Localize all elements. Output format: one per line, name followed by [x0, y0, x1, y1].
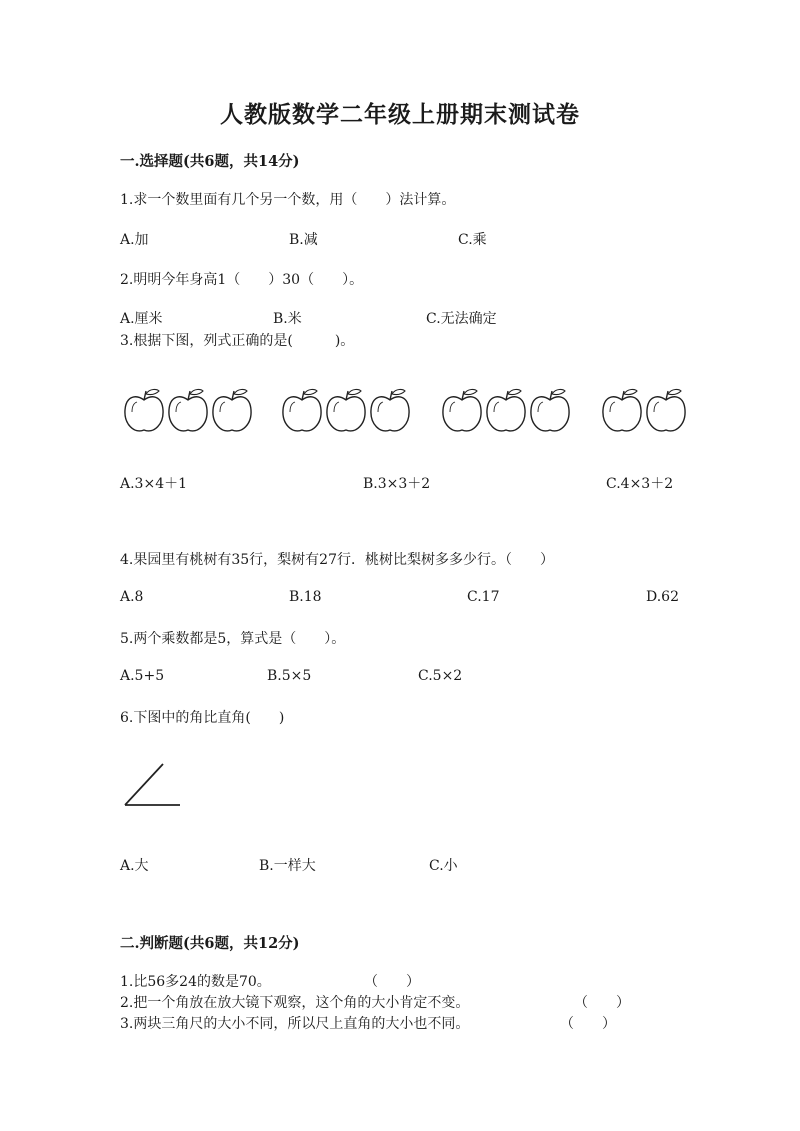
q5-option-b: B.5×5 [267, 668, 312, 684]
question-5: 5.两个乘数都是5，算式是（ ）。 [120, 631, 346, 647]
q4-option-c: C.17 [467, 589, 500, 605]
q4-option-b: B.18 [289, 589, 322, 605]
judgement-item-1: 1.比56多24的数是70。 [120, 974, 271, 990]
angle-slant-line [125, 764, 163, 805]
apples-figure [120, 380, 700, 436]
apple-group-3 [443, 389, 569, 430]
q2-option-a: A.厘米 [120, 311, 163, 327]
q1-option-a: A.加 [120, 232, 149, 248]
q4-option-a: A.8 [120, 589, 144, 605]
apple-icon [327, 389, 365, 430]
apple-icon [443, 389, 481, 430]
acute-angle-figure [120, 760, 190, 810]
apple-icon [125, 389, 163, 430]
question-1: 1.求一个数里面有几个另一个数，用（ ）法计算。 [120, 192, 456, 208]
question-4: 4.果园里有桃树有35行，梨树有27行．桃树比梨树多多少行。（ ） [120, 552, 554, 568]
apple-group-4 [603, 389, 685, 430]
question-6: 6.下图中的角比直角( ) [120, 710, 285, 726]
section-heading-choice: 一.选择题(共6题，共14分) [120, 153, 300, 170]
q3-option-c: C.4×3＋2 [606, 476, 674, 492]
q4-option-d: D.62 [646, 589, 679, 605]
q1-option-c: C.乘 [458, 232, 487, 248]
judgement-item-1-blank: （ ） [364, 974, 420, 990]
section-heading-judgement: 二.判断题(共6题，共12分) [120, 935, 300, 952]
q1-option-b: B.减 [289, 232, 318, 248]
judgement-item-3-blank: （ ） [560, 1016, 616, 1032]
q6-option-a: A.大 [120, 858, 149, 874]
q3-option-b: B.3×3＋2 [363, 476, 431, 492]
apple-icon [371, 389, 409, 430]
apple-icon [603, 389, 641, 430]
page-title: 人教版数学二年级上册期末测试卷 [220, 101, 580, 128]
apple-icon [487, 389, 525, 430]
apple-group-1 [125, 389, 251, 430]
apple-group-2 [283, 389, 409, 430]
judgement-item-2: 2.把一个角放在放大镜下观察，这个角的大小肯定不变。 [120, 995, 470, 1011]
q5-option-c: C.5×2 [418, 668, 463, 684]
apple-icon [531, 389, 569, 430]
question-2: 2.明明今年身高1（ ）30（ ）。 [120, 272, 364, 288]
q6-option-b: B.一样大 [259, 858, 316, 874]
q5-option-a: A.5+5 [120, 668, 165, 684]
apple-icon [213, 389, 251, 430]
apple-icon [283, 389, 321, 430]
q2-option-b: B.米 [273, 311, 302, 327]
q2-option-c: C.无法确定 [426, 311, 497, 327]
apple-icon [647, 389, 685, 430]
q3-option-a: A.3×4＋1 [120, 476, 188, 492]
judgement-item-2-blank: （ ） [574, 995, 630, 1011]
judgement-item-3: 3.两块三角尺的大小不同，所以尺上直角的大小也不同。 [120, 1016, 470, 1032]
q6-option-c: C.小 [429, 858, 458, 874]
apple-icon [169, 389, 207, 430]
question-3: 3.根据下图，列式正确的是( )。 [120, 333, 355, 349]
